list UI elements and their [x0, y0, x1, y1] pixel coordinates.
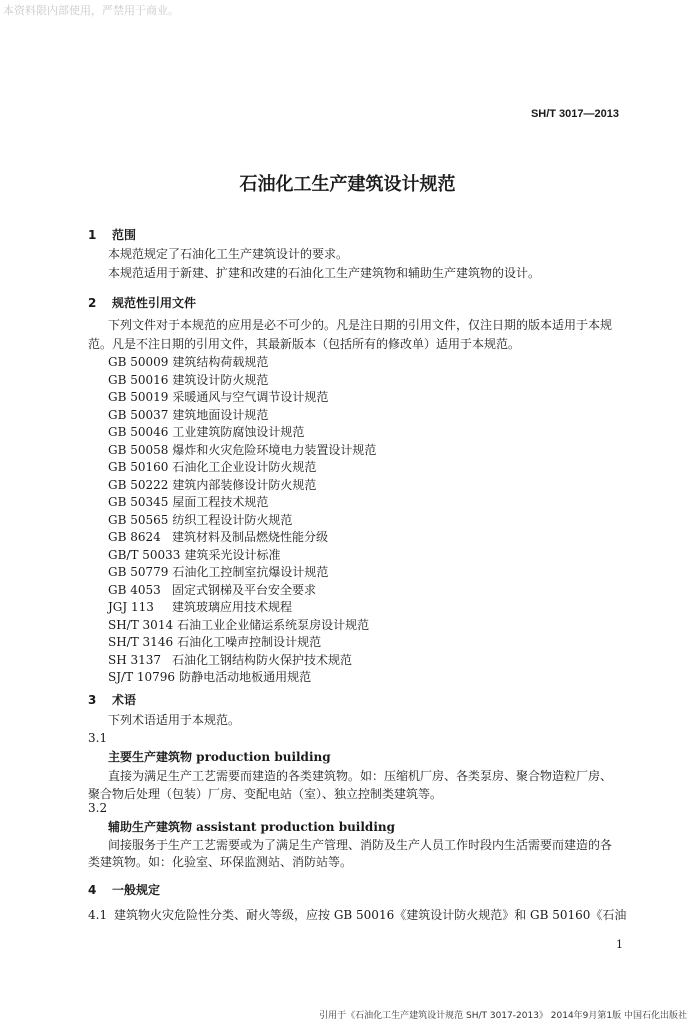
term-definition: 间接服务于生产工艺需要或为了满足生产管理、消防及生产人员工作时段内生活需要而建造的各 — [108, 838, 613, 852]
reference-code: GB 50058 — [108, 442, 169, 457]
reference-name: 爆炸和火灾危险环境电力装置设计规范 — [172, 442, 377, 457]
reference-code: GB/T 50033 — [108, 547, 181, 562]
paragraph: 范。凡是不注日期的引用文件，其最新版本（包括所有的修改单）适用于本规范。 — [88, 337, 521, 351]
section-3-heading — [88, 691, 136, 708]
reference-item — [108, 371, 268, 388]
section-title: 术语 — [112, 693, 137, 707]
reference-item — [108, 458, 316, 475]
reference-item — [108, 406, 268, 423]
reference-name: 石油化工企业设计防火规范 — [172, 460, 317, 474]
reference-name: 采暖通风与空气调节设计规范 — [172, 390, 329, 404]
reference-code: GB 50160 — [108, 460, 169, 474]
reference-name: 纺织工程设计防火规范 — [172, 512, 293, 527]
reference-code: GB 50009 — [108, 355, 169, 369]
reference-code: GB 50046 — [108, 425, 169, 439]
watermark: 本资料限内部使用，严禁用于商业。 — [3, 4, 179, 17]
reference-name: 石油工业企业储运系统泵房设计规范 — [177, 617, 370, 632]
section-2-heading — [88, 294, 196, 311]
term-label: 主要生产建筑物 production building — [108, 750, 331, 764]
reference-item — [108, 493, 268, 510]
reference-code: GB 50565 — [108, 512, 169, 527]
section-1-heading — [88, 226, 136, 243]
reference-code: GB 50019 — [108, 390, 169, 404]
reference-item — [108, 633, 321, 650]
reference-name: 屋面工程技术规范 — [172, 495, 269, 509]
reference-item — [108, 388, 328, 405]
reference-name: 防静电活动地板通用规范 — [179, 670, 312, 684]
section-title: 一般规定 — [112, 883, 161, 897]
reference-item — [108, 353, 268, 370]
reference-item — [108, 511, 292, 528]
document-code: SH/T 3017—2013 — [530, 108, 619, 120]
reference-name: 固定式钢梯及平台安全要求 — [172, 582, 317, 597]
reference-name: 建筑结构荷载规范 — [172, 355, 269, 369]
reference-item — [108, 563, 328, 580]
reference-code: GB 50016 — [108, 372, 169, 387]
paragraph: 下列术语适用于本规范。 — [108, 713, 241, 727]
reference-code: SJ/T 10796 — [108, 670, 176, 684]
paragraph: 本规范适用于新建、扩建和改建的石油化工生产建筑物和辅助生产建筑物的设计。 — [108, 266, 541, 280]
reference-code: GB 8624 — [108, 530, 161, 544]
clause-text: 建筑物火灾危险性分类、耐火等级，应按 GB 50016《建筑设计防火规范》和 GB 50160《石油 — [114, 908, 627, 922]
reference-name: 石油化工控制室抗爆设计规范 — [172, 565, 329, 579]
reference-code: GB 50779 — [108, 565, 169, 579]
reference-code: GB 50037 — [108, 407, 169, 422]
reference-item — [108, 546, 280, 563]
paragraph: 本规范规定了石油化工生产建筑设计的要求。 — [108, 247, 349, 261]
clause-4-1 — [88, 906, 626, 923]
reference-name: 建筑设计防火规范 — [172, 372, 269, 387]
reference-item — [108, 616, 369, 633]
footer-citation: 引用于《石油化工生产建筑设计规范 SH/T 3017-2013》 2014年9月第1版 中国石化出版社 — [319, 1011, 687, 1021]
term-number: 3.1 — [88, 731, 108, 745]
reference-code: JGJ 113 — [108, 600, 154, 614]
reference-code: SH/T 3014 — [108, 617, 174, 632]
reference-name: 石油化工噪声控制设计规范 — [177, 635, 322, 649]
term-definition: 聚合物后处理（包装）厂房、变配电站（室）、独立控制类建筑等。 — [88, 787, 443, 801]
reference-name: 建筑地面设计规范 — [172, 407, 269, 422]
reference-item — [108, 651, 352, 668]
section-4-heading — [88, 881, 160, 898]
section-title: 规范性引用文件 — [112, 296, 197, 310]
section-number: 4 — [88, 883, 97, 897]
page-number: 1 — [616, 938, 623, 951]
reference-name: 工业建筑防腐蚀设计规范 — [172, 425, 305, 439]
reference-code: GB 50345 — [108, 495, 169, 509]
section-number: 3 — [88, 693, 97, 707]
reference-code: SH 3137 — [108, 652, 162, 667]
reference-item — [108, 528, 328, 545]
reference-name: 建筑材料及制品燃烧性能分级 — [172, 530, 329, 544]
section-number: 1 — [88, 228, 97, 242]
reference-code: GB 50222 — [108, 477, 169, 492]
reference-name: 建筑玻璃应用技术规程 — [172, 600, 293, 614]
reference-code: SH/T 3146 — [108, 635, 174, 649]
section-title: 范围 — [112, 228, 137, 242]
term-definition: 直接为满足生产工艺需要而建造的各类建筑物。如：压缩机厂房、各类泵房、聚合物造粒厂房、 — [108, 769, 613, 783]
paragraph: 下列文件对于本规范的应用是必不可少的。凡是注日期的引用文件，仅注日期的版本适用于本规 — [108, 318, 613, 332]
term-definition: 类建筑物。如：化验室、环保监测站、消防站等。 — [88, 855, 353, 869]
page-title: 石油化工生产建筑设计规范 — [239, 174, 456, 195]
term-number: 3.2 — [88, 801, 108, 815]
reference-name: 石油化工钢结构防火保护技术规范 — [172, 652, 353, 667]
clause-number: 4.1 — [88, 908, 108, 922]
reference-name: 建筑采光设计标准 — [184, 547, 281, 562]
term-label: 辅助生产建筑物 assistant production building — [108, 820, 395, 834]
reference-item — [108, 668, 311, 685]
reference-name: 建筑内部装修设计防火规范 — [172, 477, 317, 492]
reference-item — [108, 598, 292, 615]
reference-item — [108, 441, 376, 458]
section-number: 2 — [88, 296, 97, 310]
reference-item — [108, 581, 316, 598]
reference-code: GB 4053 — [108, 582, 161, 597]
reference-item — [108, 476, 316, 493]
reference-item — [108, 423, 304, 440]
